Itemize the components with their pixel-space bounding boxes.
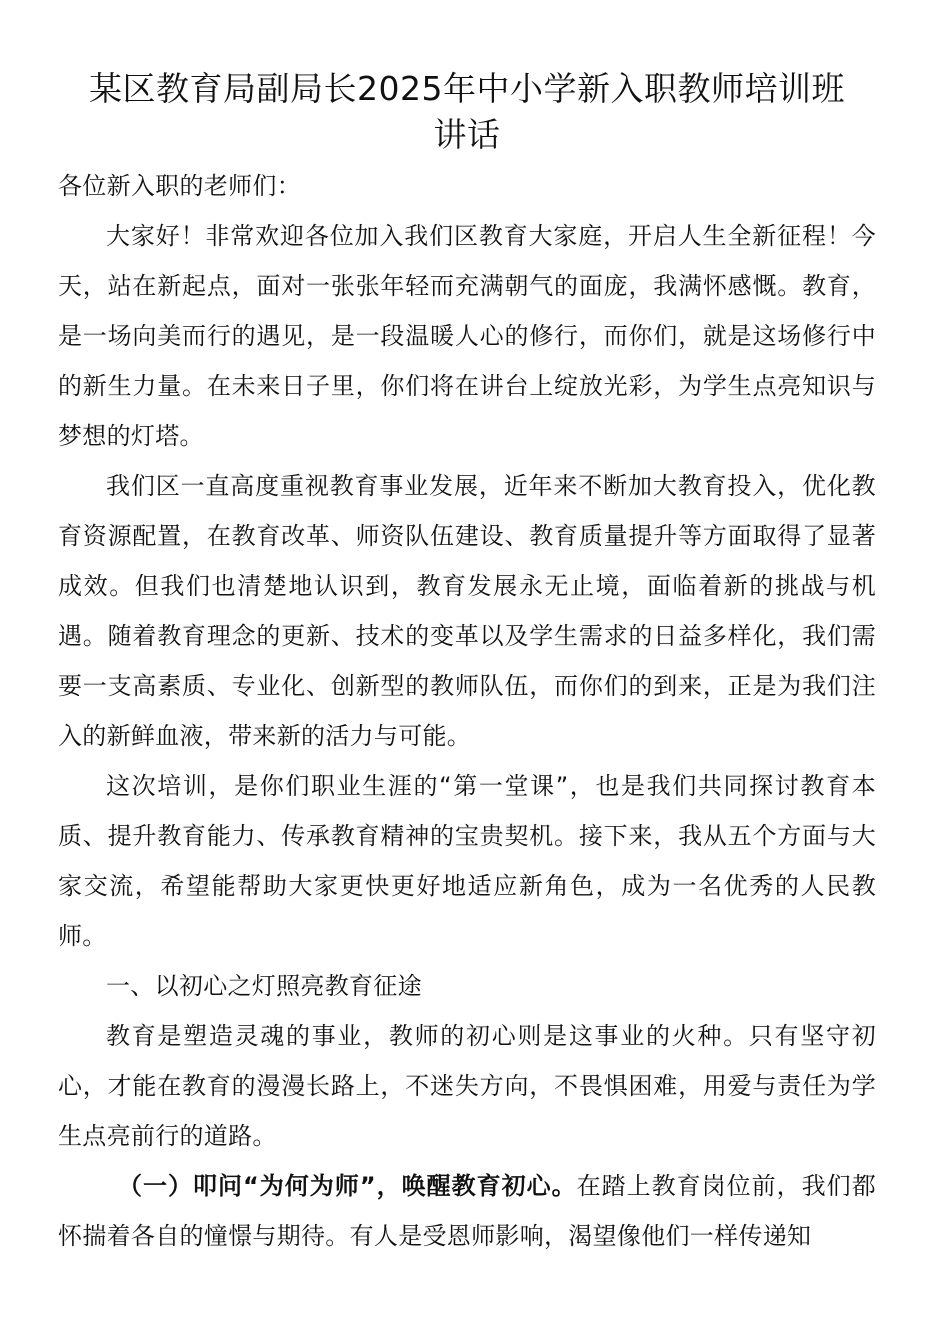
title-line-1: 某区教育局副局长2025年中小学新入职教师培训班 xyxy=(89,69,845,108)
paragraph-1: 大家好！非常欢迎各位加入我们区教育大家庭，开启人生全新征程！今天，站在新起点，面对一张张年轻而充满朝气的面庞，我满怀感慨。教育，是一场向美而行的遇见，是一段温暖人心的修行，而你们，就是这场修行中的新生力量。在未来日子里，你们将在讲台上绽放光彩，为学生点亮知识与梦想的灯塔。 xyxy=(58,222,876,450)
section-paragraph: 教育是塑造灵魂的事业，教师的初心则是这事业的火种。只有坚守初心，才能在教育的漫漫长路上，不迷失方向，不畏惧困难，用爱与责任为学生点亮前行的道路。 xyxy=(58,1022,876,1150)
document-body xyxy=(58,161,876,1261)
subsection-text: 在踏上教育岗位前，我们都怀揣着各自的憧憬与期待。有人是受恩师影响，渴望像他们一样传递知 xyxy=(58,1172,876,1250)
salutation: 各位新入职的老师们： xyxy=(58,172,301,200)
document-title xyxy=(58,66,876,158)
document-page xyxy=(58,66,876,1261)
paragraph-3: 这次培训，是你们职业生涯的“第一堂课”，也是我们共同探讨教育本质、提升教育能力、传承教育精神的宝贵契机。接下来，我从五个方面与大家交流，希望能帮助大家更快更好地适应新角色，成为一名优秀的人民教师。 xyxy=(58,772,876,950)
title-line-2: 讲话 xyxy=(433,115,501,154)
section-heading: 一、以初心之灯照亮教育征途 xyxy=(106,972,422,1000)
subsection-paragraph xyxy=(58,1161,876,1261)
subsection-lead: （一）叩问“为何为师”，唤醒教育初心。 xyxy=(118,1172,577,1200)
paragraph-2: 我们区一直高度重视教育事业发展，近年来不断加大教育投入，优化教育资源配置，在教育改革、师资队伍建设、教育质量提升等方面取得了显著成效。但我们也清楚地认识到，教育发展永无止境，面临着新的挑战与机遇。随着教育理念的更新、技术的变革以及学生需求的日益多样化，我们需要一支高素质、专业化、创新型的教师队伍，而你们的到来，正是为我们注入的新鲜血液，带来新的活力与可能。 xyxy=(58,472,876,750)
